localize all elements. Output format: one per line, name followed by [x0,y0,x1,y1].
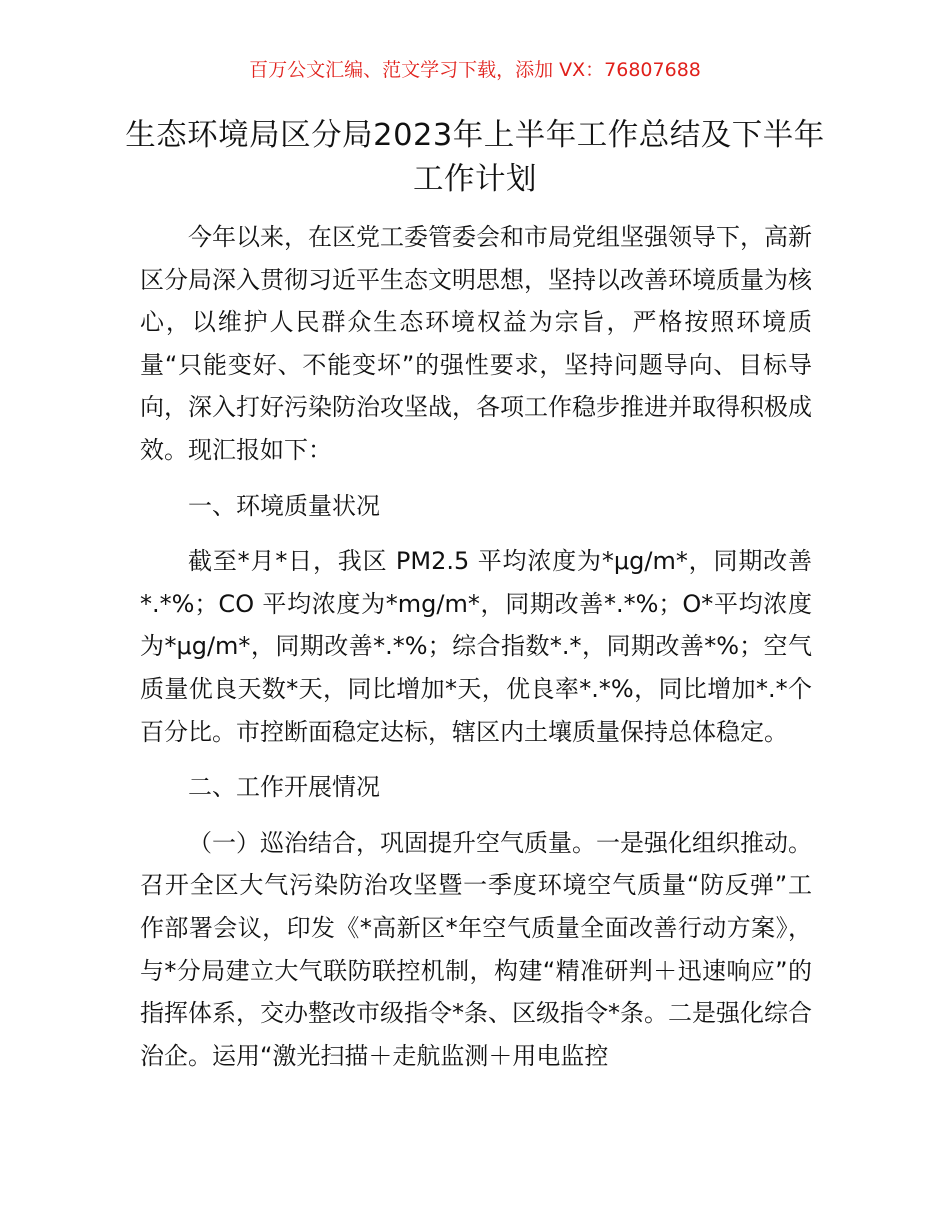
intro-paragraph: 今年以来，在区党工委管委会和市局党组坚强领导下，高新区分局深入贯彻习近平生态文明思想，坚持以改善环境质量为核心，以维护人民群众生态环境权益为宗旨，严格按照环境质量“只能变好、不能变坏”的强性要求，坚持问题导向、目标导向，深入打好污染防治攻坚战，各项工作稳步推进并取得积极成效。现汇报如下： [140,223,812,464]
watermark-text: 百万公文汇编、范文学习下载，添加 VX：76807688 [249,59,701,81]
environment-quality-paragraph: 截至*月*日，我区 PM2.5 平均浓度为*μg/m*，同期改善*.*%；CO 平均浓度为*mg/m*，同期改善*.*%；O*平均浓度为*μg/m*，同期改善*.*%；综合指数*.*，同期改善*%；空气质量优良天数*天，同比增加*天，优良率*.*%，同比增加*.*个百分比。市控断面稳定达标，辖区内土壤质量保持总体稳定。 [140,547,812,746]
section-heading-1: 一、环境质量状况 [188,491,380,520]
document-title: 生态环境局区分局2023年上半年工作总结及下半年工作计划 [125,118,825,197]
document-body [140,216,812,1077]
section-heading-2: 二、工作开展情况 [188,773,380,802]
work-progress-paragraph: （一）巡治结合，巩固提升空气质量。一是强化组织推动。召开全区大气污染防治攻坚暨一季度环境空气质量“防反弹”工作部署会议，印发《*高新区*年空气质量全面改善行动方案》，与*分局建立大气联防联控机制，构建“精准研判＋迅速响应”的指挥体系，交办整改市级指令*条、区级指令*条。二是强化综合治企。运用“激光扫描＋走航监测＋用电监控 [140,828,812,1070]
